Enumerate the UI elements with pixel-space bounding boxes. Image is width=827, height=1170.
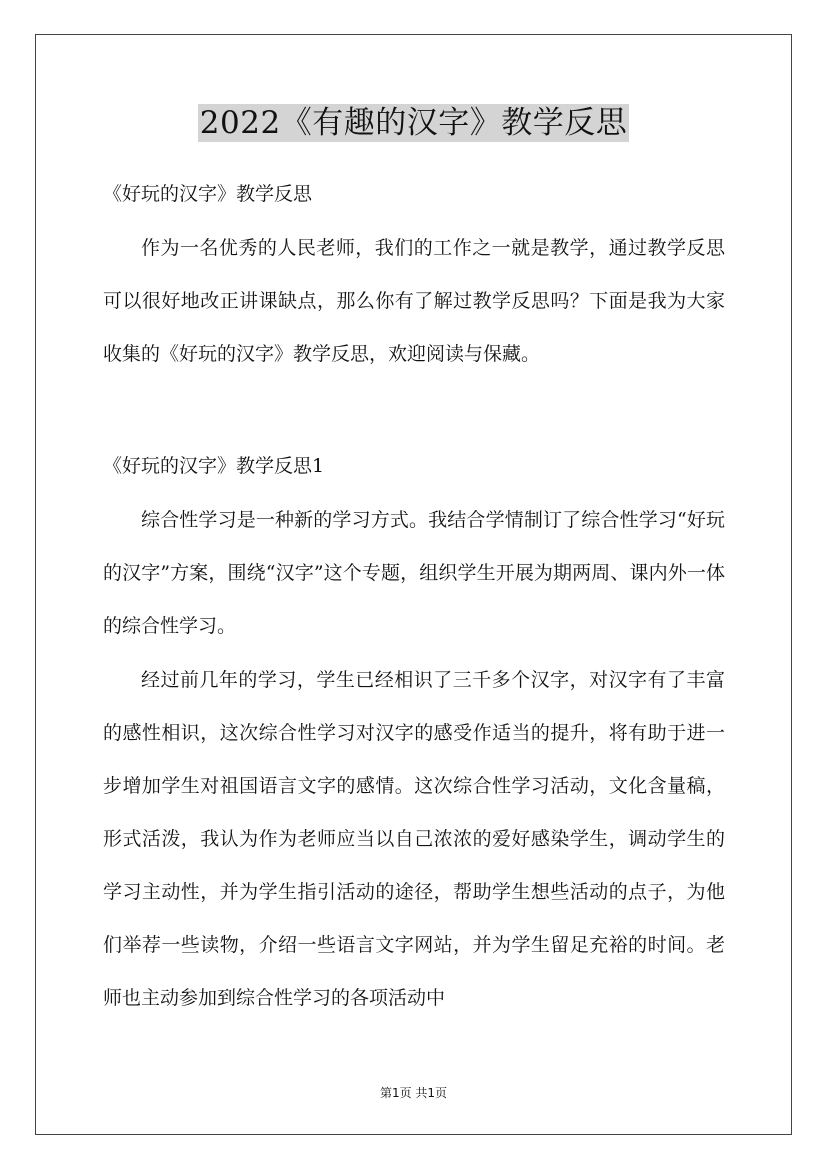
intro-paragraph: 作为一名优秀的人民老师，我们的工作之一就是教学，通过教学反思可以很好地改正讲课缺点，那么你有了解过教学反思吗？下面是我为大家收集的《好玩的汉字》教学反思，欢迎阅读与保藏。	[103, 237, 725, 365]
body-paragraph-1: 综合性学习是一种新的学习方式。我结合学情制订了综合性学习“好玩的汉字”方案，围绕“汉字”这个专题，组织学生开展为期两周、课内外一体的综合性学习。	[103, 509, 725, 637]
document-title: 2022《有趣的汉字》教学反思	[199, 105, 628, 141]
section-heading: 《好玩的汉字》教学反思1	[103, 455, 325, 477]
document-subtitle: 《好玩的汉字》教学反思	[103, 183, 313, 205]
page-number: 第1页 共1页	[379, 1086, 448, 1100]
document-title-wrapper	[0, 104, 827, 142]
body-paragraph-2: 经过前几年的学习，学生已经相识了三千多个汉字，对汉字有了丰富的感性相识，这次综合性学习对汉字的感受作适当的提升，将有助于进一步增加学生对祖国语言文字的感情。这次综合性学习活动，文化含量稿，形式活泼，我认为作为老师应当以自己浓浓的爱好感染学生，调动学生的学习主动性，并为学生指引活动的途径，帮助学生想些活动的点子，为他们举荐一些读物，介绍一些语言文字网站，并为学生留足充裕的时间。老师也主动参加到综合性学习的各项活动中	[103, 669, 725, 1009]
